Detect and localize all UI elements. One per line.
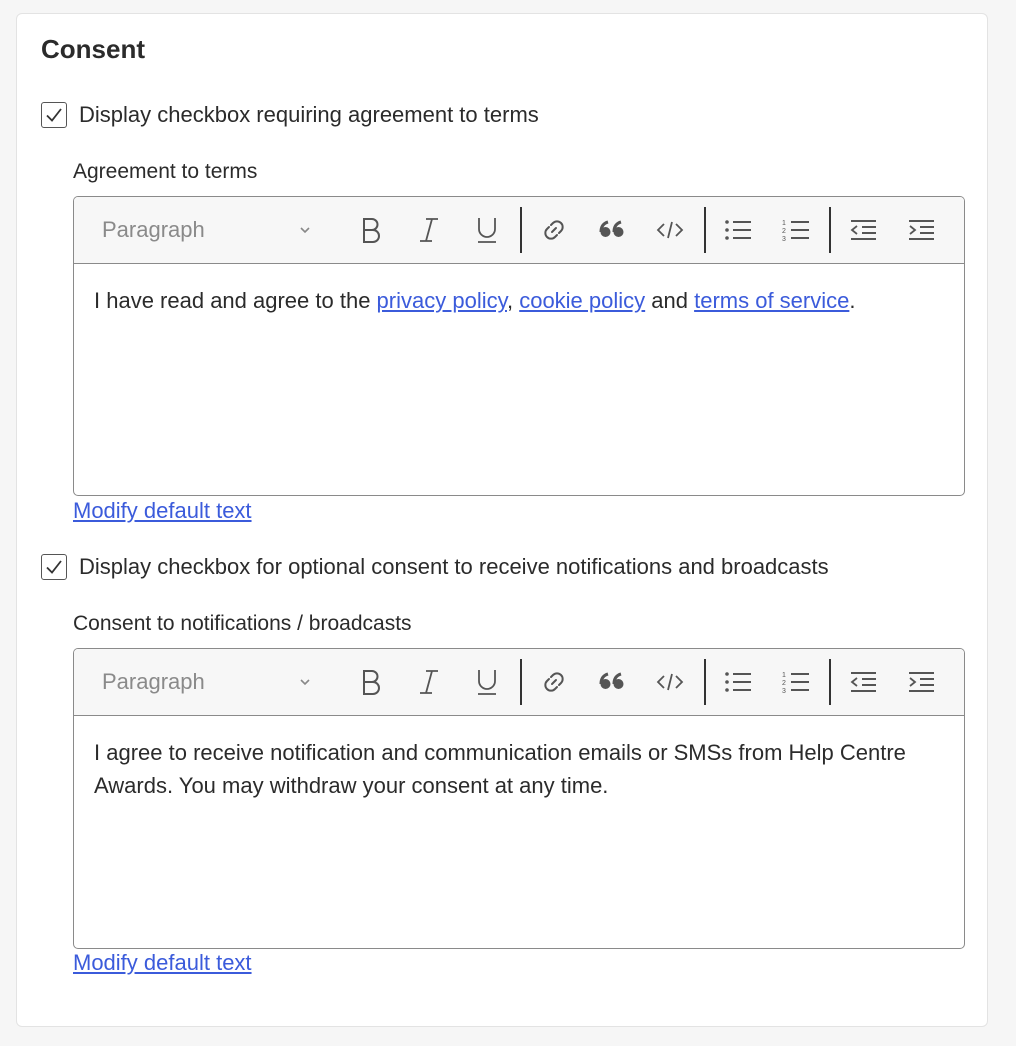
outdent-button[interactable] <box>843 662 883 702</box>
terms-text-sep: , <box>506 288 520 313</box>
code-button[interactable] <box>650 662 690 702</box>
svg-text:1: 1 <box>782 672 786 679</box>
italic-icon <box>417 669 441 695</box>
quote-icon <box>598 670 626 694</box>
indent-button[interactable] <box>901 662 941 702</box>
format-select-value: Paragraph <box>102 669 205 694</box>
italic-icon <box>417 217 441 243</box>
terms-text-prefix: I have read and agree to the <box>94 288 377 313</box>
terms-modify-default-link[interactable]: Modify default text <box>73 498 252 523</box>
terms-of-service-link[interactable]: terms of service <box>694 288 850 313</box>
notifications-editor-toolbar <box>74 649 964 716</box>
svg-text:1: 1 <box>782 220 786 227</box>
toolbar-divider <box>704 659 706 705</box>
bold-button[interactable] <box>351 210 391 250</box>
link-button[interactable] <box>534 210 574 250</box>
notifications-checkbox[interactable] <box>41 554 67 580</box>
outdent-button[interactable] <box>843 210 883 250</box>
checkmark-icon <box>44 557 64 577</box>
link-icon <box>540 668 568 696</box>
terms-editor-content[interactable] <box>74 264 964 337</box>
notifications-editor-content[interactable]: I agree to receive notification and communication emails or SMSs from Help Centre Awards. You may withdraw your consent at any time. <box>94 740 906 798</box>
code-button[interactable] <box>650 210 690 250</box>
link-icon <box>540 216 568 244</box>
cookie-policy-link[interactable]: cookie policy <box>519 288 646 313</box>
notifications-field-label: Consent to notifications / broadcasts <box>73 612 412 635</box>
notifications-modify-default-link[interactable]: Modify default text <box>73 950 252 975</box>
terms-checkbox[interactable] <box>41 102 67 128</box>
terms-text-suffix: . <box>849 288 856 313</box>
privacy-policy-link[interactable]: privacy policy <box>376 288 507 313</box>
toolbar-divider <box>829 207 831 253</box>
toolbar-divider <box>520 207 522 253</box>
bullet-list-button[interactable] <box>718 662 758 702</box>
chevron-down-icon <box>298 677 312 687</box>
chevron-down-icon <box>298 225 312 235</box>
terms-checkbox-row[interactable] <box>41 102 539 128</box>
terms-editor <box>73 196 965 496</box>
bullet-list-button[interactable] <box>718 210 758 250</box>
terms-field-label: Agreement to terms <box>73 160 258 183</box>
blockquote-button[interactable] <box>592 210 632 250</box>
format-select-value: Paragraph <box>102 217 205 242</box>
italic-button[interactable] <box>409 662 449 702</box>
underline-button[interactable] <box>467 210 507 250</box>
format-select[interactable] <box>74 649 324 715</box>
outdent-icon <box>849 670 877 694</box>
svg-text:2: 2 <box>782 680 786 687</box>
svg-text:3: 3 <box>782 236 786 242</box>
quote-icon <box>598 218 626 242</box>
bold-button[interactable] <box>351 662 391 702</box>
indent-icon <box>907 670 935 694</box>
notifications-checkbox-label: Display checkbox for optional consent to receive notifications and broadcasts <box>79 554 829 579</box>
indent-button[interactable] <box>901 210 941 250</box>
terms-text-sep: and <box>645 288 695 313</box>
terms-editor-toolbar <box>74 197 964 264</box>
italic-button[interactable] <box>409 210 449 250</box>
terms-checkbox-label: Display checkbox requiring agreement to terms <box>79 102 539 127</box>
blockquote-button[interactable] <box>592 662 632 702</box>
toolbar-divider <box>704 207 706 253</box>
underline-button[interactable] <box>467 662 507 702</box>
underline-icon <box>475 668 499 696</box>
numbered-list-button[interactable] <box>776 662 816 702</box>
toolbar-divider <box>520 659 522 705</box>
bold-icon <box>359 669 383 695</box>
code-icon <box>656 218 684 242</box>
numbered-list-icon <box>782 670 810 694</box>
numbered-list-button[interactable] <box>776 210 816 250</box>
link-button[interactable] <box>534 662 574 702</box>
bullet-list-icon <box>724 670 752 694</box>
underline-icon <box>475 216 499 244</box>
svg-text:3: 3 <box>782 688 786 694</box>
toolbar-divider <box>829 659 831 705</box>
notifications-checkbox-row[interactable] <box>41 554 829 580</box>
bold-icon <box>359 217 383 243</box>
format-select[interactable] <box>74 197 324 263</box>
section-title: Consent <box>41 34 145 64</box>
indent-icon <box>907 218 935 242</box>
code-icon <box>656 670 684 694</box>
notifications-editor <box>73 648 965 949</box>
numbered-list-icon <box>782 218 810 242</box>
consent-card <box>16 13 988 1027</box>
outdent-icon <box>849 218 877 242</box>
bullet-list-icon <box>724 218 752 242</box>
checkmark-icon <box>44 105 64 125</box>
svg-text:2: 2 <box>782 228 786 235</box>
